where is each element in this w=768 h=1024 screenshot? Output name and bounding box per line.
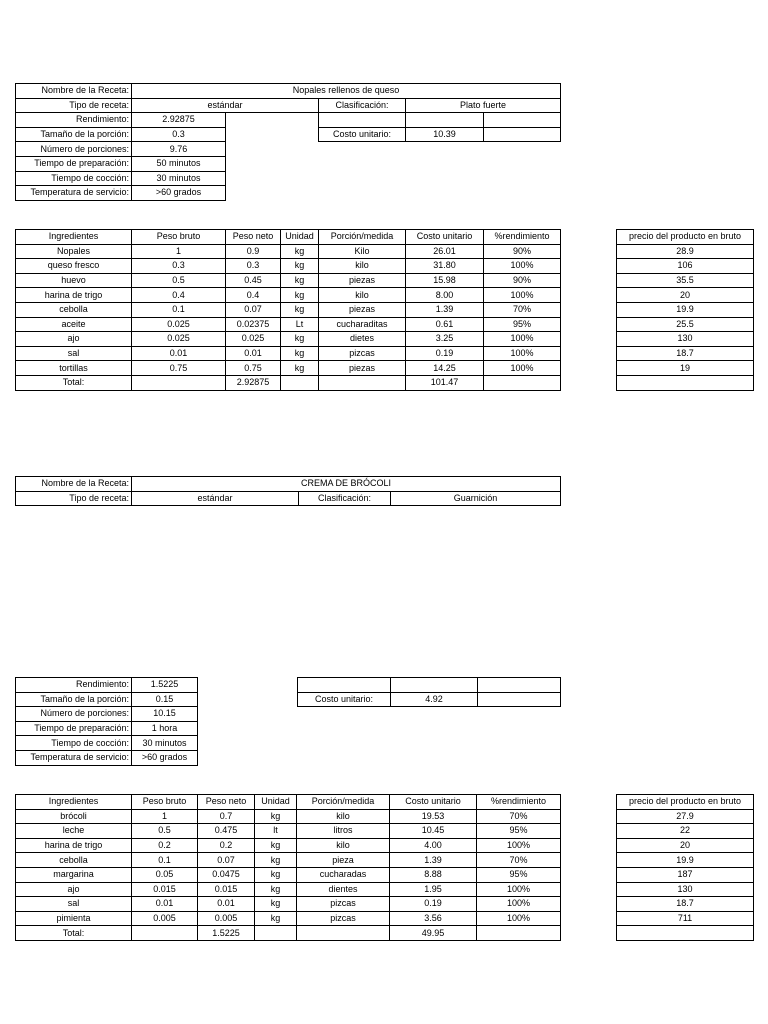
cell: 1 [132,244,226,259]
cell: 0.5 [132,824,198,839]
cell: 0.005 [198,911,255,926]
cell: 26.01 [406,244,484,259]
price-cell-empty [617,375,754,390]
table-row [16,332,561,347]
cell: kg [281,346,319,361]
ingredients-header-row [16,230,561,245]
classification-label: Clasificación: [319,98,406,113]
price-cell: 22 [617,824,754,839]
price-cell: 106 [617,259,754,274]
cell: 100% [484,332,561,347]
rendimiento-label: Rendimiento: [16,113,132,128]
table-row [16,853,561,868]
total-label: Total: [16,926,132,941]
price-cell: 19.9 [617,302,754,317]
prep-time-value: 50 minutos [132,156,226,171]
cell: kg [281,302,319,317]
table-row [16,244,561,259]
cell: 0.07 [226,302,281,317]
cell: 0.015 [198,882,255,897]
price-cell: 28.9 [617,244,754,259]
col-costo-unitario: Costo unitario [406,230,484,245]
cell: 0.3 [132,259,226,274]
cell: ajo [16,882,132,897]
prices-header: precio del producto en bruto [617,230,754,245]
cell: 0.19 [406,346,484,361]
table-row [16,911,561,926]
cell: 31.80 [406,259,484,274]
cell: 0.1 [132,853,198,868]
recipe2-info-table [15,677,198,766]
recipe2-cost-table [297,677,561,707]
cell: 100% [477,897,561,912]
price-cell: 27.9 [617,809,754,824]
cell: kg [255,882,297,897]
cell: kilo [319,259,406,274]
col-ingredientes: Ingredientes [16,230,132,245]
table-row [16,897,561,912]
cell: 95% [477,867,561,882]
cell: 0.025 [226,332,281,347]
price-cell: 19.9 [617,853,754,868]
cell: cebolla [16,853,132,868]
cell: kg [255,809,297,824]
cell: kg [281,244,319,259]
num-portions-value: 9.76 [132,142,226,157]
cell: 8.88 [390,867,477,882]
cell: 0.0475 [198,867,255,882]
total-row [16,375,561,390]
cell: kg [255,838,297,853]
table-row [16,259,561,274]
recipe1-ingredients-table [15,229,561,391]
cell: dientes [297,882,390,897]
cell: 100% [484,361,561,376]
cell: kg [281,273,319,288]
price-cell: 711 [617,911,754,926]
cell: cebolla [16,302,132,317]
table-row [16,882,561,897]
col-ingredientes: Ingredientes [16,795,132,810]
cell: 8.00 [406,288,484,303]
total-label: Total: [16,375,132,390]
price-cell: 18.7 [617,346,754,361]
cell: 1 [132,809,198,824]
classification-value: Plato fuerte [406,98,561,113]
cell: Lt [281,317,319,332]
cell: queso fresco [16,259,132,274]
cell: lt [255,824,297,839]
prep-time-value: 1 hora [132,721,198,736]
cell: 0.01 [226,346,281,361]
cell: 0.61 [406,317,484,332]
recipe2-name-label: Nombre de la Receta: [16,477,132,492]
table-row [16,273,561,288]
prices-header: precio del producto en bruto [617,795,754,810]
price-cell: 130 [617,332,754,347]
table-row [16,361,561,376]
price-cell: 130 [617,882,754,897]
cell: 100% [484,288,561,303]
cell: pizcas [297,897,390,912]
recipe2-name-value: CREMA DE BRÓCOLI [132,477,561,492]
table-row [16,838,561,853]
ingredients-header-row [16,795,561,810]
cell: tortillas [16,361,132,376]
prep-time-label: Tiempo de preparación: [16,156,132,171]
num-portions-label: Número de porciones: [16,707,132,722]
recipe-name-value: Nopales rellenos de queso [132,84,561,99]
recipe2-prices-table [616,794,754,941]
cell: 0.1 [132,302,226,317]
cell: 0.9 [226,244,281,259]
cell: kg [281,332,319,347]
cell: 3.25 [406,332,484,347]
num-portions-value: 10.15 [132,707,198,722]
cell: 15.98 [406,273,484,288]
cell: 19.53 [390,809,477,824]
cell: brócoli [16,809,132,824]
cell: 0.19 [390,897,477,912]
recipe-name-label: Nombre de la Receta: [16,84,132,99]
price-cell: 25.5 [617,317,754,332]
service-temp-label: Temperatura de servicio: [16,750,132,765]
cell: 0.2 [198,838,255,853]
cell: 0.05 [132,867,198,882]
cell: 0.75 [132,361,226,376]
cell: 90% [484,244,561,259]
cell: Kilo [319,244,406,259]
recipe2-type-label: Tipo de receta: [16,491,132,506]
table-row [16,317,561,332]
cell: 0.5 [132,273,226,288]
table-row [16,824,561,839]
recipe-type-label: Tipo de receta: [16,98,132,113]
portion-size-value: 0.15 [132,692,198,707]
cell: kg [281,259,319,274]
price-cell-empty [617,926,754,941]
price-cell: 18.7 [617,897,754,912]
recipe2-ingredients-table [15,794,561,941]
cell: 0.01 [198,897,255,912]
cell: aceite [16,317,132,332]
rendimiento-value: 2.92875 [132,113,226,128]
col-unidad: Unidad [281,230,319,245]
price-cell: 187 [617,867,754,882]
cell: kg [255,867,297,882]
cell: 100% [477,838,561,853]
cell: 4.00 [390,838,477,853]
service-temp-value: >60 grados [132,750,198,765]
cell: litros [297,824,390,839]
cell: 0.7 [198,809,255,824]
cell: 0.015 [132,882,198,897]
col-peso-bruto: Peso bruto [132,795,198,810]
prep-time-label: Tiempo de preparación: [16,721,132,736]
cell: 70% [484,302,561,317]
cell: 0.3 [226,259,281,274]
cell: 90% [484,273,561,288]
cell: sal [16,346,132,361]
recipe2-type-value: estándar [132,491,299,506]
table-row [16,809,561,824]
cell: huevo [16,273,132,288]
cell: 1.39 [406,302,484,317]
price-cell: 19 [617,361,754,376]
cell: 0.2 [132,838,198,853]
cell: pizcas [319,346,406,361]
portion-size-label: Tamaño de la porción: [16,127,132,142]
cell: 0.01 [132,346,226,361]
cell: 100% [477,882,561,897]
total-peso-neto: 2.92875 [226,375,281,390]
recipe2-classification-label: Clasificación: [299,491,391,506]
cell: kg [281,288,319,303]
service-temp-label: Temperatura de servicio: [16,186,132,201]
cell: piezas [319,273,406,288]
cell: leche [16,824,132,839]
price-cell: 20 [617,288,754,303]
cell: 0.45 [226,273,281,288]
price-cell: 20 [617,838,754,853]
portion-size-label: Tamaño de la porción: [16,692,132,707]
recipe-type-value: estándar [132,98,319,113]
cell: 70% [477,853,561,868]
cell: dietes [319,332,406,347]
col-unidad: Unidad [255,795,297,810]
unit-cost-label: Costo unitario: [319,127,406,142]
table-row [16,288,561,303]
cell: 10.45 [390,824,477,839]
table-row [16,302,561,317]
cook-time-label: Tiempo de cocción: [16,171,132,186]
cell: harina de trigo [16,838,132,853]
col-rendimiento: %rendimiento [477,795,561,810]
cell: kilo [297,838,390,853]
rendimiento-value: 1.5225 [132,678,198,693]
cook-time-label: Tiempo de cocción: [16,736,132,751]
cell: margarina [16,867,132,882]
total-peso-neto: 1.5225 [198,926,255,941]
cell: 100% [484,259,561,274]
recipe1-header-table [15,83,561,201]
cell: 95% [477,824,561,839]
cell: 0.025 [132,332,226,347]
service-temp-value: >60 grados [132,186,226,201]
col-costo-unitario: Costo unitario [390,795,477,810]
cell: sal [16,897,132,912]
cell: cucharaditas [319,317,406,332]
cell: 0.02375 [226,317,281,332]
col-porcion-medida: Porción/medida [319,230,406,245]
cell: 1.95 [390,882,477,897]
col-peso-neto: Peso neto [198,795,255,810]
table-row [16,346,561,361]
cook-time-value: 30 minutos [132,736,198,751]
cell: pizcas [297,911,390,926]
recipe2-classification-value: Guarnición [391,491,561,506]
cell: 0.4 [226,288,281,303]
cell: ajo [16,332,132,347]
portion-size-value: 0.3 [132,127,226,142]
recipe2-header-table [15,476,561,506]
cell: 70% [477,809,561,824]
total-row [16,926,561,941]
cell: 0.025 [132,317,226,332]
cell: cucharadas [297,867,390,882]
unit-cost-value: 10.39 [406,127,484,142]
cell: pieza [297,853,390,868]
recipe1-prices-table [616,229,754,391]
cell: pimienta [16,911,132,926]
cell: piezas [319,302,406,317]
col-peso-bruto: Peso bruto [132,230,226,245]
cell: kilo [297,809,390,824]
rendimiento-label: Rendimiento: [16,678,132,693]
table-row [16,867,561,882]
cell: kg [255,911,297,926]
total-cost: 101.47 [406,375,484,390]
cell: kg [281,361,319,376]
cell: Nopales [16,244,132,259]
cell: 1.39 [390,853,477,868]
cell: 0.07 [198,853,255,868]
cell: kilo [319,288,406,303]
total-cost: 49.95 [390,926,477,941]
cell: piezas [319,361,406,376]
num-portions-label: Número de porciones: [16,142,132,157]
unit-cost-value: 4.92 [391,692,478,707]
cell: 100% [484,346,561,361]
cell: 0.005 [132,911,198,926]
cell: harina de trigo [16,288,132,303]
col-porcion-medida: Porción/medida [297,795,390,810]
price-cell: 35.5 [617,273,754,288]
cell: 0.75 [226,361,281,376]
cell: 0.01 [132,897,198,912]
cell: 95% [484,317,561,332]
cell: 3.56 [390,911,477,926]
cell: 0.475 [198,824,255,839]
col-peso-neto: Peso neto [226,230,281,245]
col-rendimiento: %rendimiento [484,230,561,245]
cell: 0.4 [132,288,226,303]
cell: 14.25 [406,361,484,376]
cell: 100% [477,911,561,926]
cell: kg [255,853,297,868]
unit-cost-label: Costo unitario: [298,692,391,707]
cell: kg [255,897,297,912]
cook-time-value: 30 minutos [132,171,226,186]
